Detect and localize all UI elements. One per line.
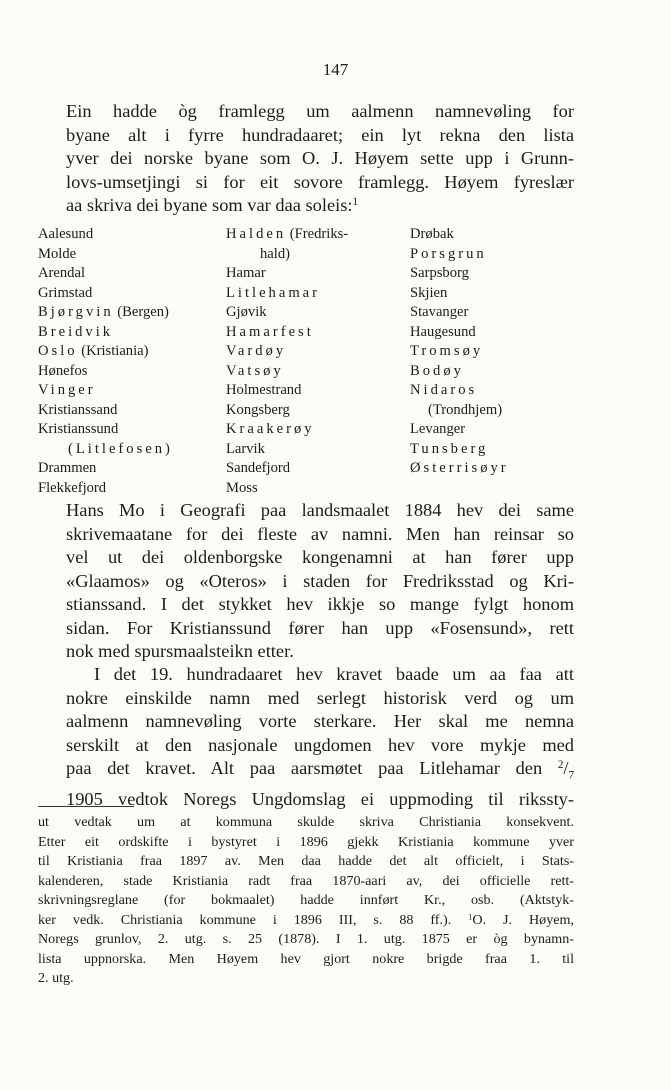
town-name: Drøbak — [410, 226, 454, 242]
date-day: 2 — [557, 758, 564, 771]
text-line: I det 19. hundradaaret hev kravet baade um aa faa att — [94, 664, 574, 684]
text-line: «Glaamos» og «Oteros» i staden for Fredriksstad og Kri- — [66, 570, 574, 591]
paragraph-19th-century — [66, 663, 574, 812]
footnote-line: Etter eit ordskifte i bystyret i 1896 gjekk Kristiania kommune yver — [38, 833, 574, 850]
footnote-text: O. J. Høyem, — [472, 911, 574, 928]
date-month: 7 — [568, 769, 574, 782]
town-name: Vinger — [38, 382, 96, 398]
town-column-1 — [38, 225, 173, 498]
town-name: Tunsberg — [410, 440, 489, 457]
town-name: Bodøy — [410, 362, 464, 379]
footnote-marker: 1 — [468, 910, 473, 921]
text-line: yver dei norske byane som O. J. Høyem sette upp i Grunn- — [66, 148, 574, 168]
footnote-marker: 1 — [352, 195, 359, 208]
town-name-spaced: Halden — [226, 226, 287, 242]
text-line: 1905 vedtok Noregs Ungdomslag ei uppmoding til rikssty- — [66, 789, 574, 810]
town-name: Vardøy — [226, 343, 287, 359]
town-name: Porsgrun — [410, 245, 487, 262]
town-column-3 — [410, 225, 509, 479]
town-name: Hønefos — [38, 362, 88, 379]
town-name: Flekkefjord — [38, 479, 107, 496]
text-line: byane alt i fyrre hundradaaret; ein lyt rekna den lista — [66, 124, 574, 145]
footnote-divider — [38, 806, 134, 807]
town-name: Hamarfest — [226, 323, 314, 340]
footnote-line: 2. utg. — [38, 970, 74, 986]
text-line-content: aa skriva dei byane som var daa soleis: — [66, 195, 353, 215]
town-name: Grimstad — [38, 284, 93, 301]
town-name: Kraakerøy — [226, 421, 315, 437]
town-name: (Litlefosen) — [68, 440, 173, 457]
town-name: Larvik — [226, 440, 265, 457]
town-name: Tromsøy — [410, 343, 484, 359]
text-line: nokre einskilde namn med serlegt historisk verd og um — [66, 687, 574, 708]
footnote-line: skrivningsreglane (for bokmaalet) hadde innført Kr., osb. (Aktstyk- — [38, 892, 574, 908]
text-line: Ein hadde òg framlegg um aalmenn namnevøling for — [66, 101, 574, 121]
text-line: sidan. For Kristianssund fører han upp «Fosensund», rett — [66, 617, 574, 638]
paragraph-hans-mo — [66, 499, 574, 664]
town-name: Drammen — [38, 460, 97, 476]
text-line — [66, 194, 574, 218]
town-name: Stavanger — [410, 304, 469, 320]
town-column-2 — [226, 225, 348, 498]
footnote-line: Noregs grunlov, 2. utg. s. 25 (1878). I 1. utg. 1875 er òg bynamn- — [38, 931, 574, 947]
town-name: Aalesund — [38, 226, 94, 242]
text-line: aalmenn namnevøling vorte sterkare. Her skal me nemna — [66, 711, 574, 731]
town-name: Arendal — [38, 265, 86, 281]
town-name: Kristianssand — [38, 401, 118, 418]
text-line: skrivemaatane for dei fleste av namni. Men han reinsar so — [66, 523, 574, 544]
text-line-content: paa det kravet. Alt paa aarsmøtet paa Litlehamar den — [66, 758, 543, 778]
town-name: Breidvik — [38, 323, 114, 340]
town-name: Oslo (Kristiania) — [38, 343, 149, 359]
footnote-line: ut vedtak um at kommuna skulde skriva Christiania konsekvent. — [38, 814, 574, 830]
town-name: Moss — [226, 479, 258, 496]
footnote-text: ker vedk. Christiania kommune i 1896 III, s. 88 ff.). — [38, 911, 452, 928]
town-name: hald) — [260, 245, 290, 262]
town-name: Hamar — [226, 265, 266, 281]
town-name: Litlehamar — [226, 284, 321, 301]
town-name: Kristianssund — [38, 421, 119, 437]
text-line: vel ut dei oldenborgske kongenamni at han fører upp — [66, 547, 574, 567]
town-name-spaced: Oslo — [38, 343, 78, 359]
footnote — [38, 813, 574, 989]
text-line: serskilt at den nasjonale ungdomen hev vore mykje med — [66, 734, 574, 755]
town-name: Holmestrand — [226, 382, 302, 398]
footnote-line: kalenderen, stade Kristiania radt fraa 1870-aari av, dei officielle rett- — [38, 872, 574, 889]
footnote-line — [38, 911, 574, 931]
text-line: paa det kravet. Alt paa aarsmøtet paa Litlehamar den $^2/_7$ — [66, 758, 574, 782]
town-name: Østerrisøyr — [410, 460, 509, 476]
town-name: Sandefjord — [226, 460, 291, 476]
town-name: Levanger — [410, 421, 466, 437]
footnote-line: til Kristiania fraa 1897 av. Men daa hadde det alt officielt, i Stats- — [38, 853, 574, 869]
text-line: nok med spursmaalsteikn etter. — [66, 641, 294, 661]
text-line: lovs-umsetjingi si for eit sovore framlegg. Høyem fyreslær — [66, 171, 574, 192]
town-name: Kongsberg — [226, 401, 290, 418]
paragraph-intro — [66, 100, 574, 218]
town-name: Sarpsborg — [410, 265, 469, 281]
town-name: (Trondhjem) — [428, 401, 503, 418]
town-name: Molde — [38, 245, 77, 262]
text-line: stianssand. I det stykket hev ikkje so mange fylgt honom — [66, 594, 574, 614]
footnote-line: lista uppnorska. Men Høyem hev gjort nokre brigde fraa 1. til — [38, 950, 574, 967]
town-name: Skjien — [410, 284, 448, 301]
town-name-spaced: Bjørgvin — [38, 304, 114, 320]
town-name: Halden (Fredriks- — [226, 226, 349, 242]
town-name: Gjøvik — [226, 304, 267, 320]
town-name: Vatsøy — [226, 362, 284, 379]
text-line: Hans Mo i Geografi paa landsmaalet 1884 hev dei same — [66, 500, 574, 520]
town-name: Nidaros — [410, 382, 478, 398]
page-number: 147 — [322, 60, 349, 79]
town-name: Bjørgvin (Bergen) — [38, 304, 169, 320]
town-name: Haugesund — [410, 323, 476, 340]
